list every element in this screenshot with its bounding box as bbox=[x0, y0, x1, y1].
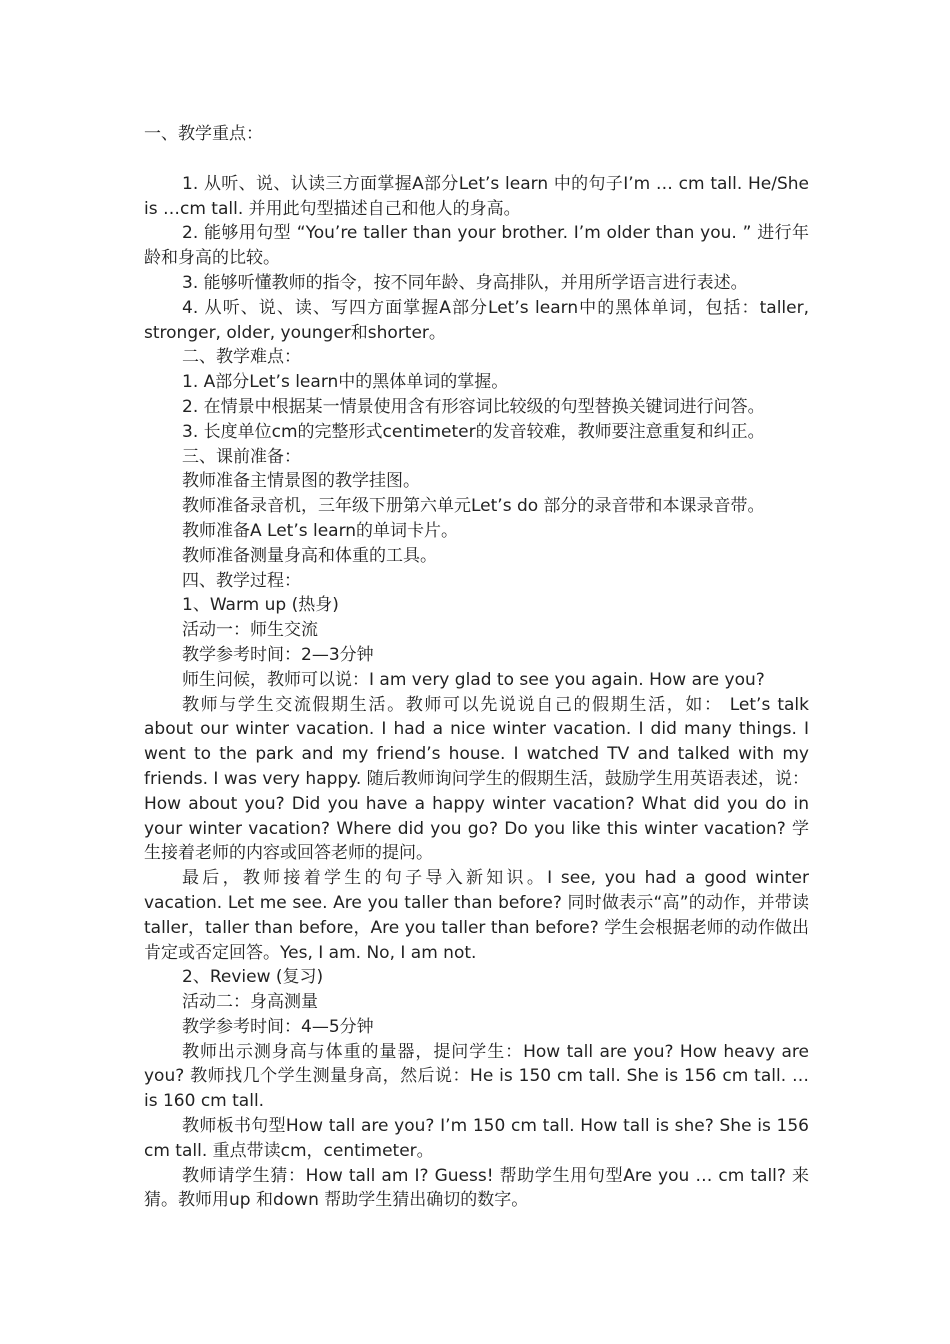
paragraph: 1. 从听、说、认读三方面掌握A部分Let’s learn 中的句子I’m … cm tall. He/She is …cm tall. 并用此句型描述自己和他人的身高。 bbox=[144, 173, 809, 219]
paragraph: 教师请学生猜：How tall am I? Guess! 帮助学生用句型Are you … cm tall? 来猜。教师用up 和down 帮助学生猜出确切的数字。 bbox=[144, 1165, 809, 1211]
paragraph: 教师出示测身高与体重的量器，提问学生：How tall are you? How heavy are you? 教师找几个学生测量身高，然后说：He is 150 cm tall. She is 156 cm tall. … is 160 cm tall. bbox=[144, 1041, 809, 1112]
reference-time: 教学参考时间：2—3分钟 bbox=[182, 644, 374, 665]
section-heading-process: 四、教学过程： bbox=[182, 570, 301, 591]
paragraph: 师生问候，教师可以说：I am very glad to see you again. How are you? bbox=[182, 669, 765, 690]
paragraph: 最后，教师接着学生的句子导入新知识。I see, you had a good winter vacation. Let me see. Are you taller than before? 同时做表示“高”的动作，并带读taller，taller than before，Are you taller than before? 学生会根据老师的动作做出肯定或否定回答。Yes, I am. No, I am not. bbox=[144, 868, 809, 963]
section-heading-difficulties: 二、教学难点： bbox=[182, 347, 301, 368]
section-heading-preparation: 三、课前准备： bbox=[182, 446, 301, 467]
paragraph: 教师板书句型How tall are you? I’m 150 cm tall. How tall is she? She is 156 cm tall. 重点带读cm，centimeter。 bbox=[144, 1116, 809, 1161]
paragraph: 2. 在情景中根据某一情景使用含有形容词比较级的句型替换关键词进行问答。 bbox=[182, 396, 765, 417]
document-page bbox=[144, 122, 809, 1213]
paragraph: 2. 能够用句型 “You’re taller than your brother. I’m older than you. ” 进行年龄和身高的比较。 bbox=[144, 223, 809, 269]
paragraph: 教师准备测量身高和体重的工具。 bbox=[182, 545, 437, 566]
paragraph: 4. 从听、说、读、写四方面掌握A部分Let’s learn中的黑体单词，包括：taller, stronger, older, younger和shorter。 bbox=[144, 297, 809, 343]
paragraph: 3. 长度单位cm的完整形式centimeter的发音较难，教师要注意重复和纠正。 bbox=[182, 421, 765, 442]
paragraph: 教师准备A Let’s learn的单词卡片。 bbox=[182, 520, 459, 541]
paragraph: 教师准备主情景图的教学挂图。 bbox=[182, 471, 420, 492]
paragraph: 教师与学生交流假期生活。教师可以先说说自己的假期生活，如： Let’s talk about our winter vacation. I had a nice winter vacation. I did many things. I went to the park and my friend’s house. I watched TV and talked with my friends. I was very happy. 随后教师询问学生的假期生活，鼓励学生用英语表述，说： How about you? Did you have a happy winter vacation? What did you do in your winter vacation? Where did you go? Do you like this winter vacation? 学生接着老师的内容或回答老师的提问。 bbox=[144, 694, 809, 864]
blank-line bbox=[144, 147, 809, 172]
subsection-heading-warm-up: 1、Warm up (热身) bbox=[182, 595, 339, 616]
subsection-heading-review: 2、Review (复习) bbox=[182, 967, 324, 988]
activity-title: 活动二：身高测量 bbox=[182, 992, 318, 1013]
paragraph: 3. 能够听懂教师的指令，按不同年龄、身高排队，并用所学语言进行表述。 bbox=[182, 272, 748, 293]
paragraph: 1. A部分Let’s learn中的黑体单词的掌握。 bbox=[182, 372, 509, 393]
paragraph: 教师准备录音机，三年级下册第六单元Let’s do 部分的录音带和本课录音带。 bbox=[182, 496, 765, 517]
activity-title: 活动一：师生交流 bbox=[182, 620, 318, 641]
reference-time: 教学参考时间：4—5分钟 bbox=[182, 1016, 374, 1037]
section-heading-key-points: 一、教学重点： bbox=[144, 124, 263, 144]
